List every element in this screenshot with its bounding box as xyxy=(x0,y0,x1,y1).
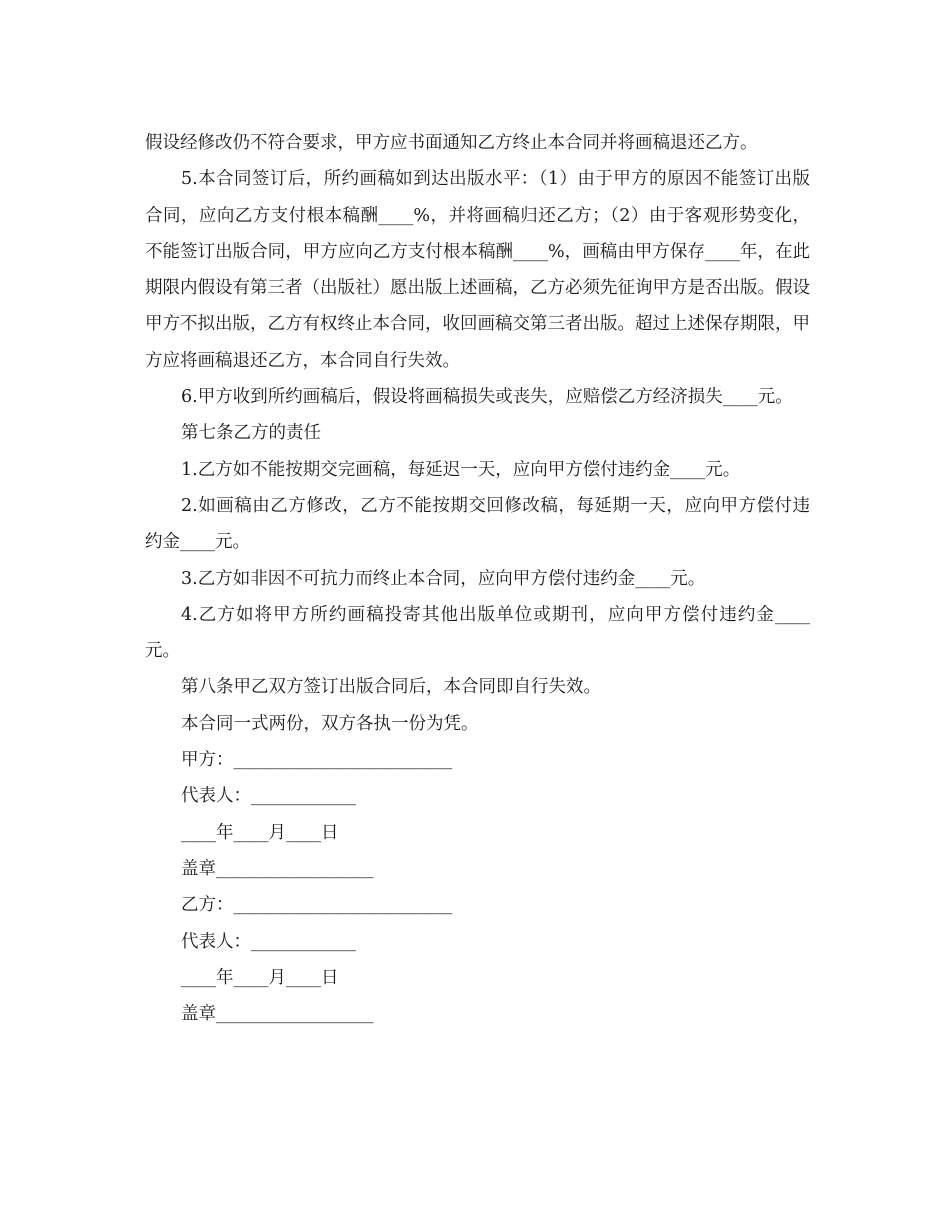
signature-block xyxy=(145,742,810,1032)
section-heading-article-7: 第七条乙方的责任 xyxy=(181,423,321,444)
contract-body xyxy=(145,125,810,1032)
paragraph-copies: 本合同一式两份，双方各执一份为凭。 xyxy=(181,713,479,734)
paragraph-article-7-item-4: 4.乙方如将甲方所约画稿投寄其他出版单位或期刊，应向甲方偿付违约金____元。 xyxy=(145,604,810,662)
paragraph-clause-5: 5.本合同签订后，所约画稿如到达出版水平：（1）由于甲方的原因不能签订出版合同，应向乙方支付根本稿酬____%，并将画稿归还乙方；（2）由于客观形势变化，不能签订出版合同，甲方应向乙方支付根本稿酬____%，画稿由甲方保存____年，在此期限内假设有第三者（出版社）愿出版上述画稿，乙方必须先征询甲方是否出版。假设甲方不拟出版，乙方有权终止本合同，收回画稿交第三者出版。超过上述保存期限，甲方应将画稿退还乙方，本合同自行失效。 xyxy=(145,169,810,371)
party-a-date: ____年____月____日 xyxy=(181,822,339,843)
party-a-representative: 代表人：____________ xyxy=(181,786,356,807)
party-b-line: 乙方：_________________________ xyxy=(181,895,453,916)
party-b-representative: 代表人：____________ xyxy=(181,931,356,952)
paragraph-article-7-item-1: 1.乙方如不能按期交完画稿，每延迟一天，应向甲方偿付违约金____元。 xyxy=(181,459,741,480)
paragraph-article-8: 第八条甲乙双方签订出版合同后，本合同即自行失效。 xyxy=(181,677,601,698)
party-a-line: 甲方：_________________________ xyxy=(181,750,453,771)
paragraph-revision-termination: 假设经修改仍不符合要求，甲方应书面通知乙方终止本合同并将画稿退还乙方。 xyxy=(145,133,758,153)
paragraph-article-7-item-3: 3.乙方如非因不可抗力而终止本合同，应向甲方偿付违约金____元。 xyxy=(181,568,706,589)
party-b-date: ____年____月____日 xyxy=(181,967,339,988)
party-a-seal: 盖章__________________ xyxy=(181,858,374,879)
paragraph-article-7-item-2: 2.如画稿由乙方修改，乙方不能按期交回修改稿，每延期一天，应向甲方偿付违约金____元。 xyxy=(145,495,810,553)
paragraph-clause-6: 6.甲方收到所约画稿后，假设将画稿损失或丧失，应赔偿乙方经济损失____元。 xyxy=(181,387,793,408)
party-b-seal: 盖章__________________ xyxy=(181,1004,374,1025)
